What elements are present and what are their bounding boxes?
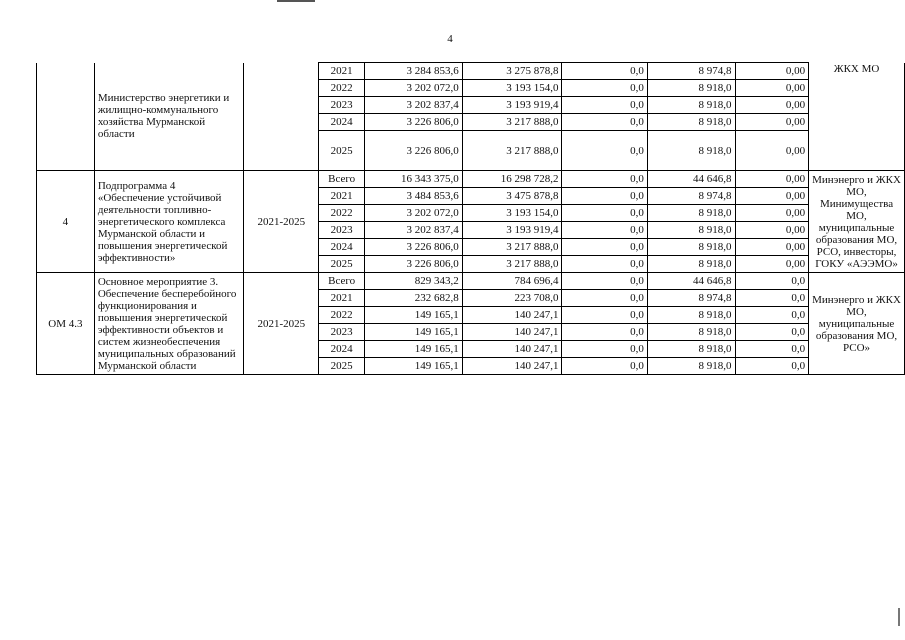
source4-cell: 0,0: [735, 341, 809, 358]
source1-cell: 140 247,1: [462, 358, 562, 375]
total-cell: 829 343,2: [365, 273, 463, 290]
source2-cell: 0,0: [562, 290, 647, 307]
source3-cell: 8 918,0: [647, 97, 735, 114]
total-cell: 149 165,1: [365, 358, 463, 375]
total-cell: 3 226 806,0: [365, 239, 463, 256]
source1-cell: 16 298 728,2: [462, 171, 562, 188]
year-cell: 2024: [319, 114, 365, 131]
source1-cell: 3 217 888,0: [462, 114, 562, 131]
source1-cell: 3 275 878,8: [462, 63, 562, 80]
source2-cell: 0,0: [562, 131, 647, 171]
year-cell: 2024: [319, 239, 365, 256]
source4-cell: 0,0: [735, 273, 809, 290]
source4-cell: 0,00: [735, 63, 809, 80]
executor-cell: Минэнерго и ЖКХ МО, Минимущества МО, муниципальные образования МО, РСО, инвесторы, ГОКУ «АЭЭМО»: [809, 171, 905, 273]
year-cell: 2025: [319, 256, 365, 273]
source4-cell: 0,0: [735, 358, 809, 375]
period-cell: 2021-2025: [244, 171, 319, 273]
executor-cell: ЖКХ МО: [809, 63, 905, 171]
source1-cell: 3 193 919,4: [462, 97, 562, 114]
source3-cell: 44 646,8: [647, 171, 735, 188]
year-cell: Всего: [319, 273, 365, 290]
scan-artifact-line: [277, 0, 315, 2]
source2-cell: 0,0: [562, 358, 647, 375]
year-cell: 2023: [319, 97, 365, 114]
source2-cell: 0,0: [562, 324, 647, 341]
year-cell: 2025: [319, 131, 365, 171]
source1-cell: 784 696,4: [462, 273, 562, 290]
year-cell: 2022: [319, 80, 365, 97]
source4-cell: 0,00: [735, 222, 809, 239]
source3-cell: 8 918,0: [647, 324, 735, 341]
source4-cell: 0,0: [735, 324, 809, 341]
year-cell: 2022: [319, 307, 365, 324]
source4-cell: 0,00: [735, 131, 809, 171]
total-cell: 149 165,1: [365, 341, 463, 358]
source3-cell: 8 918,0: [647, 114, 735, 131]
source3-cell: 8 918,0: [647, 239, 735, 256]
total-cell: 16 343 375,0: [365, 171, 463, 188]
source2-cell: 0,0: [562, 188, 647, 205]
year-cell: 2022: [319, 205, 365, 222]
source3-cell: 8 918,0: [647, 307, 735, 324]
row-name-cell: Министерство энергетики и жилищно-коммунального хозяйства Мурманской области: [94, 63, 244, 171]
total-cell: 3 226 806,0: [365, 256, 463, 273]
source2-cell: 0,0: [562, 256, 647, 273]
budget-table-body: [37, 63, 905, 375]
source4-cell: 0,0: [735, 307, 809, 324]
source3-cell: 8 974,8: [647, 290, 735, 307]
source1-cell: 3 193 154,0: [462, 205, 562, 222]
total-cell: 149 165,1: [365, 307, 463, 324]
year-cell: 2021: [319, 290, 365, 307]
year-cell: 2024: [319, 341, 365, 358]
source4-cell: 0,00: [735, 97, 809, 114]
year-cell: 2023: [319, 222, 365, 239]
total-cell: 3 284 853,6: [365, 63, 463, 80]
source4-cell: 0,00: [735, 80, 809, 97]
source1-cell: 140 247,1: [462, 324, 562, 341]
source1-cell: 3 475 878,8: [462, 188, 562, 205]
source1-cell: 3 217 888,0: [462, 239, 562, 256]
total-cell: 3 202 072,0: [365, 205, 463, 222]
source2-cell: 0,0: [562, 205, 647, 222]
source3-cell: 44 646,8: [647, 273, 735, 290]
source1-cell: 3 193 919,4: [462, 222, 562, 239]
year-cell: 2021: [319, 188, 365, 205]
source2-cell: 0,0: [562, 222, 647, 239]
source3-cell: 8 918,0: [647, 205, 735, 222]
source3-cell: 8 918,0: [647, 131, 735, 171]
source1-cell: 3 217 888,0: [462, 256, 562, 273]
source2-cell: 0,0: [562, 114, 647, 131]
source2-cell: 0,0: [562, 307, 647, 324]
period-cell: [244, 63, 319, 171]
total-cell: 3 202 072,0: [365, 80, 463, 97]
source3-cell: 8 918,0: [647, 80, 735, 97]
year-cell: 2021: [319, 63, 365, 80]
source1-cell: 3 193 154,0: [462, 80, 562, 97]
source4-cell: 0,00: [735, 114, 809, 131]
total-cell: 3 202 837,4: [365, 222, 463, 239]
source3-cell: 8 918,0: [647, 222, 735, 239]
source1-cell: 140 247,1: [462, 341, 562, 358]
total-cell: 3 226 806,0: [365, 131, 463, 171]
source3-cell: 8 974,8: [647, 188, 735, 205]
source3-cell: 8 918,0: [647, 256, 735, 273]
total-cell: 3 226 806,0: [365, 114, 463, 131]
total-cell: 3 484 853,6: [365, 188, 463, 205]
source2-cell: 0,0: [562, 273, 647, 290]
source3-cell: 8 918,0: [647, 358, 735, 375]
table-row: [37, 171, 905, 188]
source2-cell: 0,0: [562, 80, 647, 97]
row-name-cell: Подпрограмма 4 «Обеспечение устойчивой деятельности топливно-энергетического комплекса Мурманской области и повышения энергетической эффективности»: [94, 171, 244, 273]
source2-cell: 0,0: [562, 171, 647, 188]
year-cell: Всего: [319, 171, 365, 188]
budget-table: [36, 62, 905, 375]
source4-cell: 0,00: [735, 256, 809, 273]
row-index-cell: [37, 63, 95, 171]
period-cell: 2021-2025: [244, 273, 319, 375]
source1-cell: 223 708,0: [462, 290, 562, 307]
source2-cell: 0,0: [562, 97, 647, 114]
total-cell: 3 202 837,4: [365, 97, 463, 114]
page-number: 4: [447, 33, 453, 45]
source1-cell: 140 247,1: [462, 307, 562, 324]
total-cell: 149 165,1: [365, 324, 463, 341]
source2-cell: 0,0: [562, 63, 647, 80]
scan-artifact-mark: [898, 608, 900, 626]
year-cell: 2023: [319, 324, 365, 341]
source4-cell: 0,00: [735, 239, 809, 256]
source2-cell: 0,0: [562, 341, 647, 358]
total-cell: 232 682,8: [365, 290, 463, 307]
row-name-cell: Основное мероприятие 3. Обеспечение бесперебойного функционирования и повышения энергетической эффективности объектов и систем жизнеобеспечения муниципальных образований Мурманской области: [94, 273, 244, 375]
source4-cell: 0,0: [735, 290, 809, 307]
source4-cell: 0,00: [735, 171, 809, 188]
source3-cell: 8 918,0: [647, 341, 735, 358]
row-index-cell: 4: [37, 171, 95, 273]
source1-cell: 3 217 888,0: [462, 131, 562, 171]
year-cell: 2025: [319, 358, 365, 375]
row-index-cell: ОМ 4.3: [37, 273, 95, 375]
table-row: [37, 63, 905, 80]
source3-cell: 8 974,8: [647, 63, 735, 80]
executor-cell: Минэнерго и ЖКХ МО, муниципальные образования МО, РСО»: [809, 273, 905, 375]
table-row: [37, 273, 905, 290]
source2-cell: 0,0: [562, 239, 647, 256]
source4-cell: 0,00: [735, 188, 809, 205]
source4-cell: 0,00: [735, 205, 809, 222]
